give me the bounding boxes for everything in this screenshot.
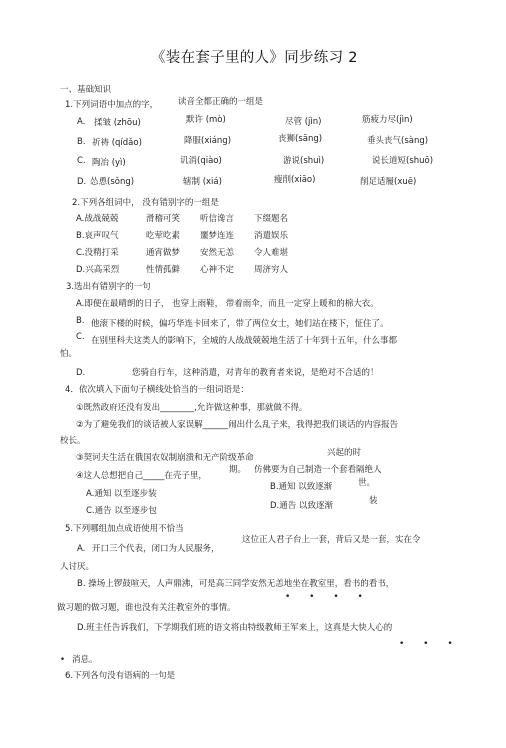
q2-option-d-word-2: 性情孤僻	[146, 265, 181, 275]
q1-option-a-letter: A.	[77, 117, 86, 127]
q3-option-c: 在别里科夫这类人的影响下，全城的人战战兢兢地生活了十年到十五年，什么事都	[91, 336, 398, 346]
q5-option-a-continuation: 人讨厌。	[60, 562, 95, 572]
q1-option-c-word-3: 游说(shuì)	[283, 156, 325, 166]
q3-option-d-letter: D.	[76, 368, 86, 378]
q4-sentence-1: ①既然政府还没有发出________,允许做这种事，那就做不得。	[76, 403, 308, 413]
q1-option-c-letter: C.	[77, 156, 86, 166]
q5-option-d: D.班主任告诉我们，下学期我们班的语文将由特级教师王军来上，这真是大快人心的	[77, 623, 393, 633]
q2-option-a-word-2: 滑稽可笑	[146, 214, 181, 224]
q5-option-d-continuation: 消息。	[72, 655, 98, 665]
q2-option-c-word-3: 安然无恙	[200, 248, 235, 258]
q5-option-b: B. 操场上锣鼓喧天，人声鼎沸，可是高三同学安然无恙地坐在教室里，看书的看书，	[77, 579, 395, 589]
q4-sentence-2-continuation: 校长。	[60, 436, 86, 446]
q2-option-d-word-3: 心神不定	[200, 265, 235, 275]
q1-option-b-word-2: 降服(xiáng)	[184, 136, 232, 146]
q2-option-c-word-1: C.没精打采	[76, 248, 119, 258]
q1-option-d-word-4: 削足适履(xuē)	[360, 177, 417, 187]
q1-option-c-word-4: 说长道短(shuō)	[372, 156, 434, 166]
q1-option-c-word-2: 讥消(qiào)	[180, 156, 222, 166]
q3-option-c-continuation: 怕。	[60, 349, 78, 359]
q2-option-a-word-1: A.战战兢兢	[76, 214, 119, 224]
q4-sentence-4-tail: 仿佛要为自己制造一个套看隔绝人	[254, 465, 382, 475]
q1-option-d-word-3: 瘦削(xiāo)	[274, 175, 316, 185]
question-1-stem: 1.下列词语中加点的字，	[65, 100, 159, 110]
section-heading: 一、基础知识	[60, 85, 112, 95]
q3-option-c-letter: C.	[76, 332, 85, 342]
page-title: 《装在套子里的人》同步练习 2	[151, 50, 358, 66]
q1-option-c-word-1: 陶冶 (yì)	[92, 158, 126, 168]
q1-option-d-letter: D.	[77, 177, 87, 187]
q2-option-c-word-2: 通宵做梦	[146, 248, 181, 258]
q3-option-b: 他滚下楼的时候，偏巧华连卡回来了，带了两位女士，她们站在楼下，怔住了。	[91, 319, 389, 329]
q1-option-b-letter: B.	[77, 137, 86, 147]
q1-option-a-word-3: 尽管 (jìn)	[285, 117, 322, 127]
q4-sentence-3: ③契诃夫生活在俄国农奴制崩溃和无产阶级革命	[76, 453, 254, 463]
question-2-stem: 2.下列各组词中， 没有错别字的一组是	[72, 198, 219, 208]
q5-option-a: 开口三个代表，闭口为人民服务，	[92, 544, 220, 554]
q3-option-a: A.即便在最晴朗的日子， 也穿上雨鞋， 带着雨伞，而且一定穿上暖和的棉大衣。	[76, 299, 379, 309]
q1-option-a-word-2: 默许 (mò)	[186, 115, 226, 125]
q5-option-a-letter: A.	[77, 544, 86, 554]
q4-sentence-4-mid: 期。	[229, 465, 247, 475]
q2-option-c-word-4: 令人难堪	[254, 248, 289, 258]
q4-zhuang-char: 装	[369, 496, 378, 506]
q5-option-d-emphasis-dots: • • •	[399, 639, 461, 649]
q4-option-d: D.通告 以致逐渐	[270, 501, 333, 511]
q2-option-d-word-4: 周济穷人	[254, 265, 289, 275]
q5-option-b-continuation: 做习题的做习题，谁也没有关注教室外的事情。	[57, 603, 236, 613]
q1-option-b-word-3: 丧狮(sāng)	[278, 134, 323, 144]
q4-sentence-2: ②为了避免我们的谈话被人家误解______闹出什么乱子来，我得把我们谈话的内容报告	[76, 420, 399, 430]
q4-option-b: B.通知 以致逐渐	[270, 482, 333, 492]
q1-option-d-word-2: 辖制 (xiá)	[183, 177, 222, 187]
q4-option-c: C.通告 以至逐步包	[86, 506, 157, 516]
q1-option-b-word-4: 垂头丧气(sàng)	[367, 136, 429, 146]
q2-option-b-word-1: B.哀声叹气	[76, 231, 119, 241]
q1-option-b-word-1: 祈祷 (qídǎo)	[92, 138, 142, 148]
q4-sentence-3-tail: 兴起的时	[327, 448, 362, 458]
q4-option-a: A.通知 以至逐步装	[86, 489, 157, 499]
question-3-stem: 3.选出有错别字的一句	[66, 282, 151, 292]
question-6-stem: 6.下列各句没有语病的一句是	[65, 671, 176, 681]
q2-option-d-word-1: D.兴高采烈	[76, 265, 120, 275]
q2-option-a-word-3: 听信谗言	[200, 214, 235, 224]
question-1-stem-tail: 读音全都正确的一组是	[178, 97, 264, 107]
q4-sentence-4-end: 世。	[358, 478, 376, 488]
q5-option-b-emphasis-dots: • • • •	[285, 592, 371, 602]
q1-option-a-word-4: 筋疲力尽(jìn)	[362, 115, 413, 125]
q1-option-d-word-1: 怂恿(sǒng)	[90, 177, 135, 187]
q3-option-b-letter: B.	[76, 316, 85, 326]
q2-option-b-word-3: 噩梦连连	[200, 231, 235, 241]
q2-option-a-word-4: 下缀题名	[254, 214, 289, 224]
q3-option-d: 您骑自行车，这种消遣，对青年的教育者来说，是绝对不合适的！	[132, 368, 379, 378]
q5-option-d-emphasis-dot: •	[60, 655, 66, 665]
q2-option-b-word-2: 吃荤吃素	[146, 231, 181, 241]
q5-option-a-tail: 这位正人君子台上一套，背后又是一套，实在令	[242, 535, 421, 545]
question-5-stem: 5.下列哪组加点成语使用不恰当	[65, 524, 184, 534]
q4-sentence-4: ④这人总想把自己_____在壳子里，	[76, 471, 207, 481]
question-4-stem: 4．依次填入下面句子横线处恰当的一组词语是：	[65, 385, 249, 395]
q1-option-a-word-1: 揉皱 (zhōu)	[94, 118, 141, 128]
q2-option-b-word-4: 消遣娱乐	[254, 231, 289, 241]
